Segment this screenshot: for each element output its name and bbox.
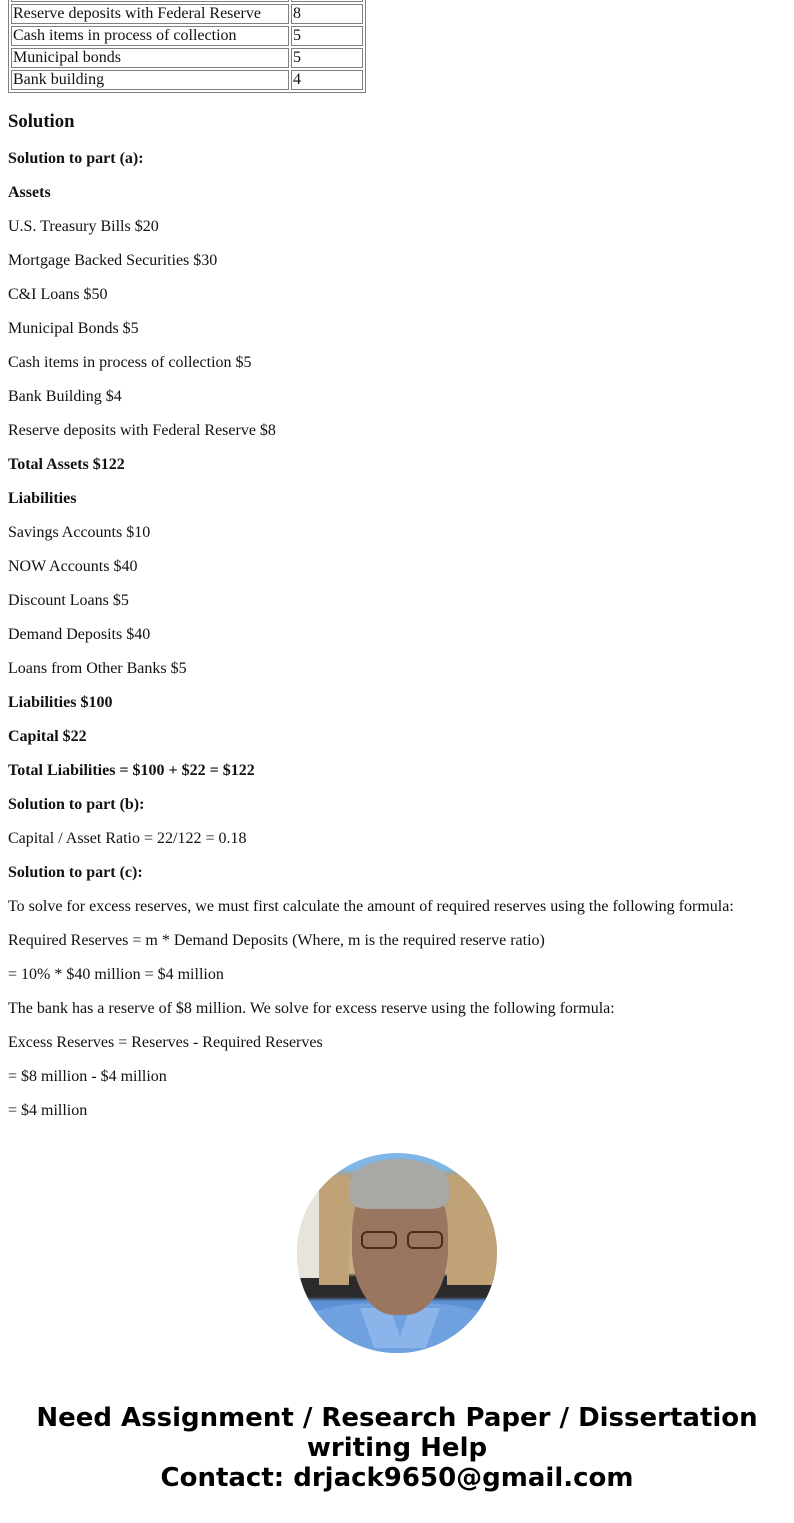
part-a-heading: Solution to part (a):	[8, 150, 144, 167]
part-c-line: = $8 million - $4 million	[8, 1068, 167, 1085]
table-cell-value: 5	[291, 48, 363, 68]
part-c-line: To solve for excess reserves, we must first calculate the amount of required reserves using the following formula:	[8, 898, 734, 915]
table-row	[11, 48, 363, 68]
contact-email: Contact: drjack9650@gmail.com	[160, 1463, 634, 1493]
table-cell-label: Reserve deposits with Federal Reserve	[11, 4, 289, 24]
table-cell-value: 5	[291, 26, 363, 46]
asset-item: C&I Loans $50	[8, 286, 108, 303]
table-row	[11, 70, 363, 90]
part-b-heading: Solution to part (b):	[8, 796, 145, 813]
photo-background-panel	[319, 1175, 349, 1285]
table-cell-value: 8	[291, 4, 363, 24]
asset-item: Mortgage Backed Securities $30	[8, 252, 218, 269]
part-c-line: = 10% * $40 million = $4 million	[8, 966, 224, 983]
capital-total: Capital $22	[8, 728, 87, 745]
photo-hair	[349, 1159, 449, 1209]
part-c-line: Required Reserves = m * Demand Deposits (Where, m is the required reserve ratio)	[8, 932, 545, 949]
banner-line: Need Assignment / Research Paper / Dissertation	[36, 1403, 758, 1433]
liability-item: NOW Accounts $40	[8, 558, 138, 575]
contact-banner	[0, 1403, 794, 1493]
liability-item: Demand Deposits $40	[8, 626, 151, 643]
document-content	[8, 0, 788, 1122]
part-c-line: The bank has a reserve of $8 million. We solve for excess reserve using the following formula:	[8, 1000, 615, 1017]
table-cell-value	[291, 0, 363, 2]
asset-item: U.S. Treasury Bills $20	[8, 218, 159, 235]
banner-line: writing Help	[306, 1433, 488, 1463]
table-cell-label: Bank building	[11, 70, 289, 90]
part-c-line: Excess Reserves = Reserves - Required Reserves	[8, 1034, 323, 1051]
total-assets: Total Assets $122	[8, 456, 125, 473]
total-liabilities: Total Liabilities = $100 + $22 = $122	[8, 762, 255, 779]
liability-item: Loans from Other Banks $5	[8, 660, 187, 677]
balance-data-table	[8, 0, 366, 93]
asset-item: Reserve deposits with Federal Reserve $8	[8, 422, 276, 439]
liability-item: Discount Loans $5	[8, 592, 129, 609]
table-row	[11, 26, 363, 46]
table-row	[11, 4, 363, 24]
liabilities-total: Liabilities $100	[8, 694, 113, 711]
asset-item: Bank Building $4	[8, 388, 122, 405]
photo-glasses	[359, 1231, 445, 1251]
table-cell-value: 4	[291, 70, 363, 90]
assets-heading: Assets	[8, 184, 51, 201]
liabilities-heading: Liabilities	[8, 490, 77, 507]
author-photo	[297, 1153, 497, 1353]
asset-item: Municipal Bonds $5	[8, 320, 139, 337]
table-cell-label: Cash items in process of collection	[11, 26, 289, 46]
solution-heading: Solution	[8, 111, 75, 132]
table-cell-label: Municipal bonds	[11, 48, 289, 68]
asset-item: Cash items in process of collection $5	[8, 354, 252, 371]
part-c-heading: Solution to part (c):	[8, 864, 143, 881]
table-cell-label	[11, 0, 289, 2]
part-b-line: Capital / Asset Ratio = 22/122 = 0.18	[8, 830, 247, 847]
table-row	[11, 0, 363, 2]
photo-background-panel	[447, 1175, 497, 1285]
part-c-line: = $4 million	[8, 1102, 88, 1119]
liability-item: Savings Accounts $10	[8, 524, 151, 541]
